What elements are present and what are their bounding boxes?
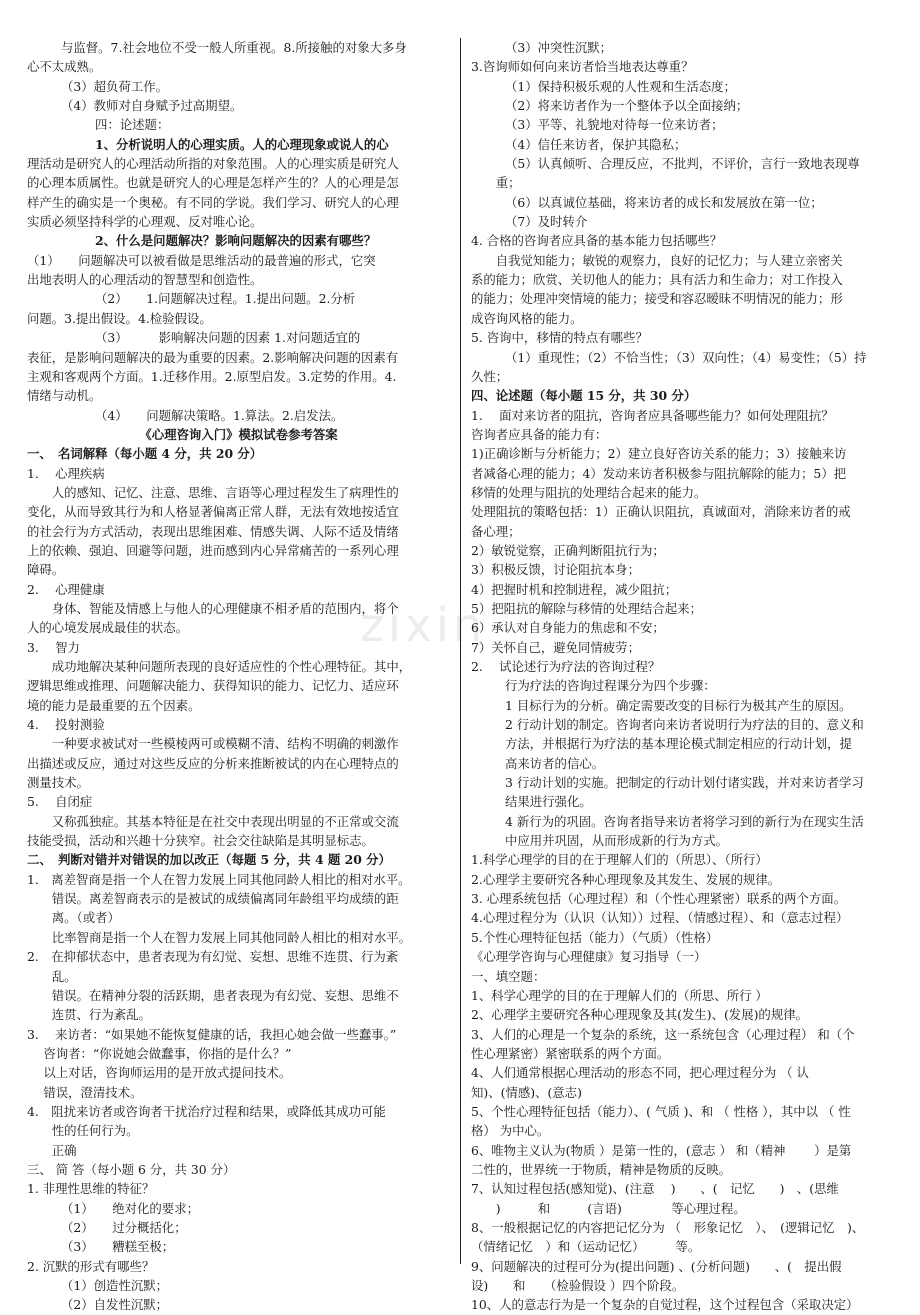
- text-line: 格） 为中心。: [471, 1123, 550, 1139]
- text-line: 三、 简 答（每小题 6 分，共 30 分）: [27, 1161, 236, 1177]
- text-line: 2）敏锐觉察，正确判断阻抗行为；: [471, 542, 665, 558]
- text-line: 实质必须坚持科学的心理观、反对唯心论。: [27, 214, 263, 230]
- text-line: 又称孤独症。其基本特征是在社交中表现出明显的不正常或交流: [27, 813, 399, 829]
- text-line: （4）信任来访者，保护其隐私；: [505, 136, 687, 152]
- text-line: （3）平等、礼貌地对待每一位来访者；: [505, 117, 724, 133]
- text-line: 身体、智能及情感上与他人的心理健康不相矛盾的范围内，将个: [27, 600, 399, 616]
- text-line: （6）以真诚位基础，将来访者的成长和发展放在第一位；: [505, 194, 823, 210]
- text-line: 比率智商是指一个人在智力发展上同其他同龄人相比的相对水平。: [27, 929, 412, 945]
- text-line: 变化，从而导致其行为和人格显著偏离正常人群，无法有效地按适宜: [27, 504, 399, 520]
- text-line: 2、心理学主要研究各种心理现象及其(发生)、(发展)的规律。: [471, 1007, 808, 1023]
- text-line: （2） 过分概括化；: [61, 1219, 187, 1235]
- text-line: 主观和客观两个方面。1.迁移作用。2.原型启发。3.定势的作用。4.: [27, 368, 397, 384]
- text-line: 5、个性心理特征包括（能力）、( 气质 )、和 （ 性格 ），其中以 （ 性: [471, 1103, 851, 1119]
- text-line: 连贯、行为紊乱。: [27, 1007, 151, 1023]
- text-line: 上的依赖、强迫、回避等问题，进而感到内心异常痛苦的一系列心理: [27, 542, 399, 558]
- text-line: 重；: [471, 175, 521, 191]
- text-line: 的心理本质属性。也就是研究人的心理是怎样产生的？人的心理是怎: [27, 175, 399, 191]
- text-line: 测量技术。: [27, 775, 89, 791]
- text-line: （1） 绝对化的要求；: [61, 1200, 199, 1216]
- watermark: zixin: [360, 598, 487, 652]
- text-line: 3 行动计划的实施。把制定的行动计划付诸实践，并对来访者学习: [505, 775, 864, 791]
- text-line: 行为疗法的咨询过程课分为四个步骤：: [505, 678, 716, 694]
- text-line: 7、认知过程包括(感知觉)、(注意 ) 、( 记忆 ) 、(思维: [471, 1181, 839, 1197]
- text-line: 1、科学心理学的目的在于理解人们的（所思、所行 ）: [471, 987, 768, 1003]
- text-line: （3）超负荷工作。: [61, 78, 169, 94]
- text-line: 3. 心理系统包括（心理过程）和（个性心理紧密）联系的两个方面。: [471, 891, 847, 907]
- text-line: 系的能力；欣赏、关切他人的能力；具有活力和生命力；对工作投入: [471, 272, 843, 288]
- text-line: 8、一般根据记忆的内容把记忆分为 （ 形象记忆 ）、 (逻辑记忆 )、: [471, 1219, 865, 1235]
- text-line: （1）重现性；（2）不恰当性；（3）双向性；（4）易变性；（5）持: [505, 349, 867, 365]
- text-line: 处理阻抗的策略包括：1）正确认识阻抗，真诚面对，消除来访者的戒: [471, 504, 851, 520]
- text-line: 9、问题解决的过程可分为(提出问题) 、(分析问题) 、( 提出假: [471, 1258, 842, 1274]
- text-line: 障碍。: [27, 562, 65, 578]
- text-line: 境的能力是最重要的五个因素。: [27, 697, 201, 713]
- text-line: 1. 心理疾病: [27, 465, 105, 481]
- text-line: 四、论述题（每小题 15 分，共 30 分）: [471, 388, 697, 404]
- text-line: 以上对话，咨询师运用的是开放式提问技术。: [27, 1065, 292, 1081]
- text-line: 1. 非理性思维的特征？: [27, 1181, 155, 1197]
- text-line: 自我觉知能力；敏锐的观察力，良好的记忆力；与人建立亲密关: [471, 252, 843, 268]
- text-line: （4） 问题解决策略。1.算法。2.启发法。: [95, 407, 344, 423]
- text-line: 出描述或反应，通过对这些反应的分析来推断被试的内在心理特点的: [27, 755, 399, 771]
- text-line: （3） 影响解决问题的因素 1.对问题适宜的: [95, 330, 361, 346]
- text-line: （1） 问题解决可以被看做是思维活动的最普遍的形式，它突: [27, 252, 376, 268]
- text-line: 表征，是影响问题解决的最为重要的因素。2.影响解决问题的因素有: [27, 349, 399, 365]
- text-line: 问题。3.提出假设。4.检验假设。: [27, 310, 212, 326]
- text-line: 《心理咨询入门》模拟试卷参考答案: [139, 426, 338, 442]
- text-line: 错误。在精神分裂的活跃期，患者表现为有幻觉、妄想、思维不: [27, 987, 399, 1003]
- text-line: 1)正确诊断与分析能力；2）建立良好咨访关系的能力；3）接触来访: [471, 446, 847, 462]
- text-line: 离。（或者）: [27, 910, 120, 926]
- text-line: 2. 在抑郁状态中，患者表现为有幻觉、妄想、思维不连贯、行为紊: [27, 949, 399, 965]
- text-line: 理活动是研究人的心理活动所指的对象范围。人的心理实质是研究人: [27, 156, 399, 172]
- text-line: 2 行动计划的制定。咨询者向来访者说明行为疗法的目的、意义和: [505, 717, 864, 733]
- text-line: 样产生的确实是一个奥秘。有不同的学说。我们学习、研究人的心理: [27, 194, 399, 210]
- text-line: 一、填空题：: [471, 968, 546, 984]
- text-line: 4.心理过程分为（认识（认知））过程、（情感过程）、和（意志过程）: [471, 910, 849, 926]
- text-line: （3）冲突性沉默；: [505, 40, 613, 55]
- text-line: 二性的，世界统一于物质，精神是物质的反映。: [471, 1161, 732, 1177]
- text-line: 逻辑思维或推理、问题解决能力、获得知识的能力、记忆力、适应环: [27, 678, 399, 694]
- text-line: 1、分析说明人的心理实质。人的心理现象或说人的心: [95, 136, 389, 152]
- text-line: 心不太成熟。: [27, 59, 102, 75]
- text-line: 4）把握时机和控制进程，减少阻抗；: [471, 581, 678, 597]
- text-line: 一种要求被试对一些模棱两可或模糊不清、结构不明确的刺激作: [27, 736, 399, 752]
- text-line: 2.心理学主要研究各种心理现象及其发生、发展的规律。: [471, 871, 781, 887]
- text-line: （5）认真倾听、合理反应，不批判，不评价，言行一致地表现尊: [505, 156, 860, 172]
- text-line: 人的感知、记忆、注意、思维、言语等心理过程发生了病理性的: [27, 484, 399, 500]
- text-line: 的能力；处理冲突情境的能力；接受和容忍暧昧不明情况的能力；形: [471, 291, 843, 307]
- text-line: 3、人们的心理是一个复杂的系统，这一系统包含（心理过程） 和（个: [471, 1026, 855, 1042]
- left-column: [27, 38, 450, 1315]
- text-line: 2. 心理健康: [27, 581, 105, 597]
- text-line: 成咨询风格的能力。: [471, 310, 583, 326]
- text-line: 2、什么是问题解决？影响问题解决的因素有哪些？: [95, 233, 377, 249]
- text-line: 10、人的意志行为是一个复杂的自觉过程，这个过程包含（采取决定）: [471, 1297, 859, 1313]
- text-line: 5.个性心理特征包括（能力）（气质）（性格）: [471, 929, 719, 945]
- text-line: 出地表明人的心理活动的智慧型和创造性。: [27, 272, 263, 288]
- text-line: 4. 阻扰来访者或咨询者干扰治疗过程和结果，或降低其成功可能: [27, 1103, 386, 1119]
- text-line: 知)、(情感)、(意志): [471, 1084, 582, 1100]
- text-line: 错误。离差智商表示的是被试的成绩偏离同年龄组平均成绩的距: [27, 891, 399, 907]
- text-line: 乱。: [27, 968, 77, 984]
- text-line: （7）及时转介: [505, 214, 588, 230]
- text-line: 高来访者的信心。: [505, 755, 605, 771]
- text-line: 3.咨询师如何向来访者恰当地表达尊重？: [471, 59, 694, 75]
- column-divider: [460, 38, 461, 1264]
- text-line: 的社会行为方式活动，表现出思维困难、情感失调、人际不适及情绪: [27, 523, 399, 539]
- text-line: 人的心境发展成最佳的状态。: [27, 620, 189, 636]
- text-line: 移情的处理与阻抗的处理结合起来的能力。: [471, 484, 707, 500]
- text-line: ) 和 (言语) 等心理过程。: [471, 1200, 746, 1216]
- text-line: 2. 试论述行为疗法的咨询过程？: [471, 659, 661, 674]
- text-line: 3. 智力: [27, 639, 80, 655]
- right-column: [471, 38, 896, 1315]
- text-line: 1. 离差智商是指一个人在智力发展上同其他同龄人相比的相对水平。: [27, 871, 411, 887]
- text-line: 4. 投射测验: [27, 717, 105, 733]
- text-line: 4、人们通常根据心理活动的形态不同，把心理过程分为 （ 认: [471, 1065, 809, 1081]
- text-line: 一、 名词解释（每小题 4 分，共 20 分）: [27, 446, 263, 462]
- text-line: 《心理学咨询与心理健康》复习指导（一）: [471, 949, 707, 965]
- text-line: 者减备心理的能力；4）发动来访者积极参与阻抗解除的能力；5）把: [471, 465, 847, 481]
- text-line: 6、唯物主义认为(物质 ）是第一性的，(意志 ） 和（精神 ）是第: [471, 1142, 852, 1158]
- text-line: 久性；: [471, 368, 509, 384]
- text-line: 与监督。7.社会地位不受一般人所重视。8.所接触的对象大多身: [61, 40, 407, 55]
- text-line: 4. 合格的咨询者应具备的基本能力包括哪些？: [471, 233, 723, 249]
- text-line: 1. 面对来访者的阻抗，咨询者应具备哪些能力？如何处理阻抗？: [471, 407, 834, 423]
- text-line: 咨询者应具备的能力有：: [471, 426, 608, 442]
- text-line: 性的任何行为。: [27, 1123, 139, 1139]
- text-line: （2）将来访者作为一个整体予以全面接纳；: [505, 98, 749, 114]
- text-line: 5. 咨询中，移情的特点有哪些？: [471, 330, 648, 346]
- text-line: （2）自发性沉默；: [61, 1297, 169, 1313]
- text-line: 1 目标行为的分析。确定需要改变的目标行为极其产生的原因。: [505, 697, 852, 713]
- text-line: 2. 沉默的形式有哪些？: [27, 1258, 155, 1274]
- text-line: 5. 自闭症: [27, 794, 93, 810]
- text-line: 设) 和 （检验假设 ）四个阶段。: [471, 1278, 685, 1293]
- text-line: 4 新行为的巩固。咨询者指导来访者将学习到的新行为在现实生活: [505, 813, 864, 829]
- text-line: 6）承认对自身能力的焦虑和不安；: [471, 620, 665, 636]
- text-line: 5）把阻抗的解除与移情的处理结合起来；: [471, 600, 702, 616]
- text-line: 7）关怀自己，避免同情疲劳；: [471, 639, 640, 655]
- text-line: 二、 判断对错并对错误的加以改正（每题 5 分，共 4 题 20 分）: [27, 852, 391, 868]
- text-line: 1.科学心理学的目的在于理解人们的（所思）、（所行）: [471, 852, 768, 868]
- text-line: 咨询者：“你说她会做蠢事，你指的是什么？”: [27, 1045, 292, 1061]
- text-line: （2） 1.问题解决过程。1.提出问题。2.分析: [95, 291, 356, 307]
- text-line: 技能受损，活动和兴趣十分狭窄。社会交往缺陷是其明显标志。: [27, 833, 374, 849]
- text-line: 3）积极反馈，讨论阻抗本身；: [471, 562, 640, 578]
- text-line: 中应用并巩固，从而形成新的行为方式。: [505, 833, 729, 849]
- text-line: 方法，并根据行为疗法的基本理论模式制定相应的行动计划，提: [505, 736, 852, 752]
- text-line: 错误，澄清技术。: [27, 1084, 143, 1100]
- text-line: （情绪记忆 ）和（运动记忆） 等。: [471, 1239, 701, 1255]
- text-line: 结果进行强化。: [505, 794, 592, 810]
- text-line: （4）教师对自身赋予过高期望。: [61, 98, 243, 114]
- text-line: （3） 糟糕至极；: [61, 1239, 175, 1255]
- text-line: （1）创造性沉默；: [61, 1278, 169, 1293]
- text-line: 备心理；: [471, 523, 521, 539]
- text-line: （1）保持积极乐观的人性观和生活态度；: [505, 78, 736, 94]
- text-line: 四：论述题：: [95, 117, 170, 133]
- text-line: 3. 来访者：“如果她不能恢复健康的话，我担心她会做一些蠢事。”: [27, 1026, 397, 1042]
- text-line: 情绪与动机。: [27, 388, 102, 404]
- text-line: 成功地解决某种问题所表现的良好适应性的个性心理特征。其中，: [27, 659, 412, 674]
- text-line: 性心理紧密）紧密联系的两个方面。: [471, 1045, 670, 1061]
- text-line: 正确: [27, 1142, 77, 1158]
